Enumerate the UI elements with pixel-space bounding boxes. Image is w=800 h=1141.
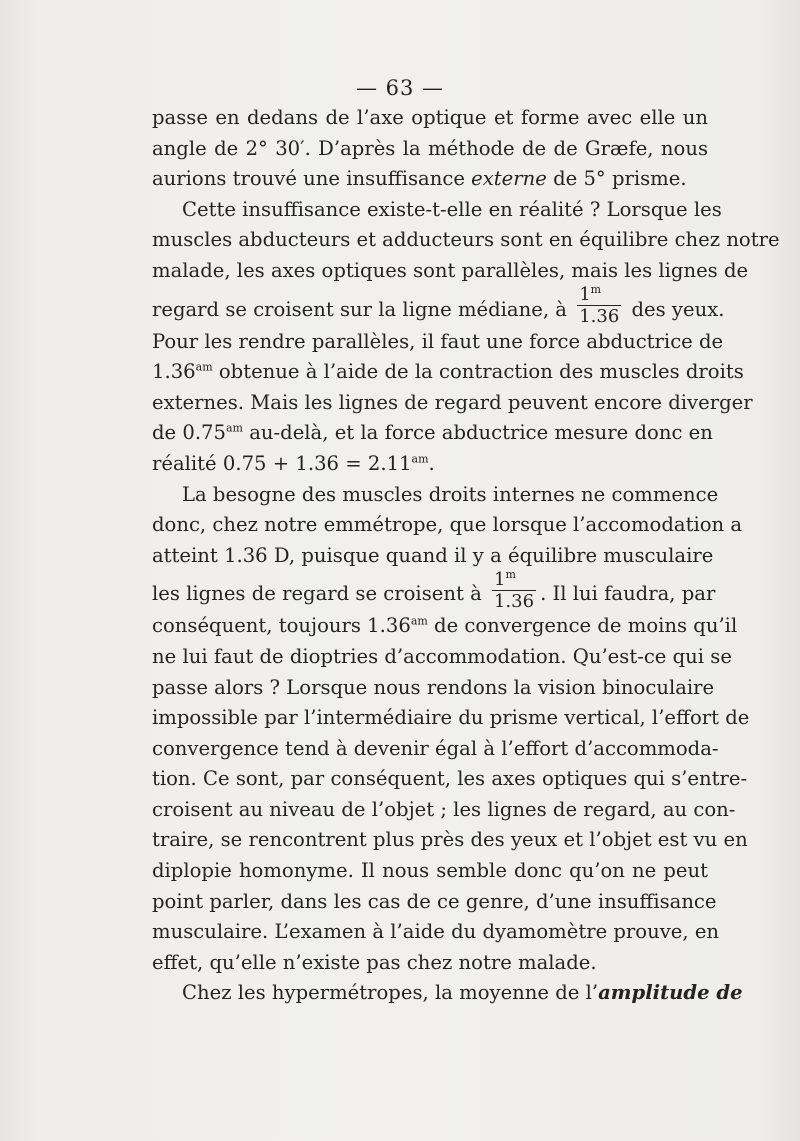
line-text: muscles abducteurs et adducteurs sont en équilibre chez notre bbox=[152, 228, 780, 252]
fraction-numerator-unit: m bbox=[590, 283, 602, 297]
text-line bbox=[152, 673, 715, 704]
text-line bbox=[152, 567, 716, 612]
text-line bbox=[152, 978, 743, 1009]
text-line bbox=[152, 134, 708, 165]
text-line bbox=[152, 480, 719, 511]
line-text: passe alors ? Lorsque nous rendons la vision binoculaire bbox=[152, 675, 715, 699]
text-line bbox=[152, 541, 714, 572]
text-line bbox=[152, 195, 722, 226]
line-text: traire, se rencontrent plus près des yeux et l’objet est vu en bbox=[152, 828, 748, 852]
line-text: obtenue à l’aide de la contraction des muscles droits bbox=[212, 360, 744, 384]
line-text: . bbox=[428, 451, 435, 475]
line-text: musculaire. L’examen à l’aide du dyamomètre prouve, en bbox=[152, 920, 720, 944]
line-text: Chez les hypermétropes, la moyenne de l’ bbox=[182, 981, 599, 1005]
text-line bbox=[152, 225, 780, 256]
line-text: passe en dedans de l’axe optique et forme avec elle un bbox=[152, 106, 708, 129]
text-line bbox=[152, 164, 708, 195]
superscript: am bbox=[195, 360, 213, 374]
line-text: malade, les axes optiques sont parallèles, mais les lignes de bbox=[152, 258, 749, 282]
line-text: au-delà, et la force abductrice mesure donc en bbox=[243, 421, 713, 445]
line-text: tion. Ce sont, par conséquent, les axes optiques qui s’entre- bbox=[152, 767, 748, 791]
text-line bbox=[152, 917, 720, 948]
line-text: diplopie homonyme. Il nous semble donc qu’on ne peut bbox=[152, 859, 708, 883]
text-line bbox=[152, 948, 708, 979]
line-text: Pour les rendre parallèles, il faut une force abductrice de bbox=[152, 329, 724, 353]
text-line bbox=[152, 856, 708, 887]
text-line bbox=[152, 510, 743, 541]
line-text: ne lui faut de dioptries d’accommodation. Qu’est-ce qui se bbox=[152, 644, 732, 668]
fraction-denominator: 1.36 bbox=[579, 306, 620, 328]
line-text: convergence tend à devenir égal à l’effort d’accommoda- bbox=[152, 736, 719, 760]
text-line bbox=[152, 795, 736, 826]
text-line bbox=[152, 611, 738, 642]
text-line bbox=[152, 734, 719, 765]
text-line bbox=[152, 825, 748, 856]
line-text: les lignes de regard se croisent à bbox=[152, 582, 488, 606]
text-line bbox=[152, 418, 713, 449]
fraction-denominator: 1.36 bbox=[493, 590, 535, 612]
line-text: point parler, dans les cas de ce genre, d’une insuffisance bbox=[152, 889, 717, 913]
fraction bbox=[492, 567, 536, 612]
superscript: am bbox=[226, 421, 243, 435]
line-text: angle de 2° 30′. D’après la méthode de de Græfe, nous bbox=[152, 136, 708, 160]
text-line bbox=[152, 256, 749, 287]
line-text: atteint 1.36 D, puisque quand il y a équilibre musculaire bbox=[152, 543, 714, 567]
page-number: — 63 — bbox=[355, 76, 445, 100]
line-text: conséquent, toujours 1.36 bbox=[152, 614, 411, 638]
body-text bbox=[152, 103, 780, 1009]
text-line bbox=[152, 642, 732, 673]
superscript: am bbox=[411, 452, 429, 466]
fraction bbox=[577, 283, 621, 328]
line-text: des yeux. bbox=[625, 297, 725, 321]
text-line bbox=[152, 103, 708, 134]
text-line bbox=[152, 703, 750, 734]
text-line bbox=[152, 357, 744, 388]
line-text: effet, qu’elle n’existe pas chez notre malade. bbox=[152, 950, 597, 974]
line-text: 1.36 bbox=[152, 360, 196, 384]
text-line bbox=[152, 388, 753, 419]
line-text: . Il lui faudra, par bbox=[540, 582, 716, 606]
bold-italic-text: amplitude de bbox=[598, 981, 743, 1005]
line-text: croisent au niveau de l’objet ; les lignes de regard, au con- bbox=[152, 797, 736, 821]
text-line bbox=[152, 327, 724, 358]
line-text: de convergence de moins qu’il bbox=[427, 614, 738, 638]
fraction-numerator: 1 bbox=[493, 568, 506, 590]
text-line bbox=[152, 283, 725, 328]
emphasis: externe bbox=[471, 167, 547, 191]
line-text: aurions trouvé une insuffisance bbox=[152, 167, 472, 191]
line-text: impossible par l’intermédiaire du prisme vertical, l’effort de bbox=[152, 706, 750, 730]
line-text: externes. Mais les lignes de regard peuvent encore diverger bbox=[152, 390, 753, 414]
line-text: réalité 0.75 + 1.36 = 2.11 bbox=[152, 451, 412, 475]
line-text: Cette insuffisance existe-t-elle en réalité ? Lorsque les bbox=[182, 197, 722, 221]
line-text: de 5° prisme. bbox=[546, 167, 687, 191]
fraction-numerator: 1 bbox=[579, 284, 591, 306]
fraction-numerator-unit: m bbox=[505, 567, 516, 581]
text-line bbox=[152, 887, 717, 918]
text-line bbox=[152, 764, 748, 795]
text-line bbox=[152, 449, 708, 480]
line-text: donc, chez notre emmétrope, que lorsque l’accomodation a bbox=[152, 513, 743, 537]
line-text: regard se croisent sur la ligne médiane, à bbox=[152, 297, 574, 321]
line-text: de 0.75 bbox=[152, 421, 226, 445]
line-text: La besogne des muscles droits internes ne commence bbox=[182, 482, 719, 506]
superscript: am bbox=[410, 614, 428, 628]
